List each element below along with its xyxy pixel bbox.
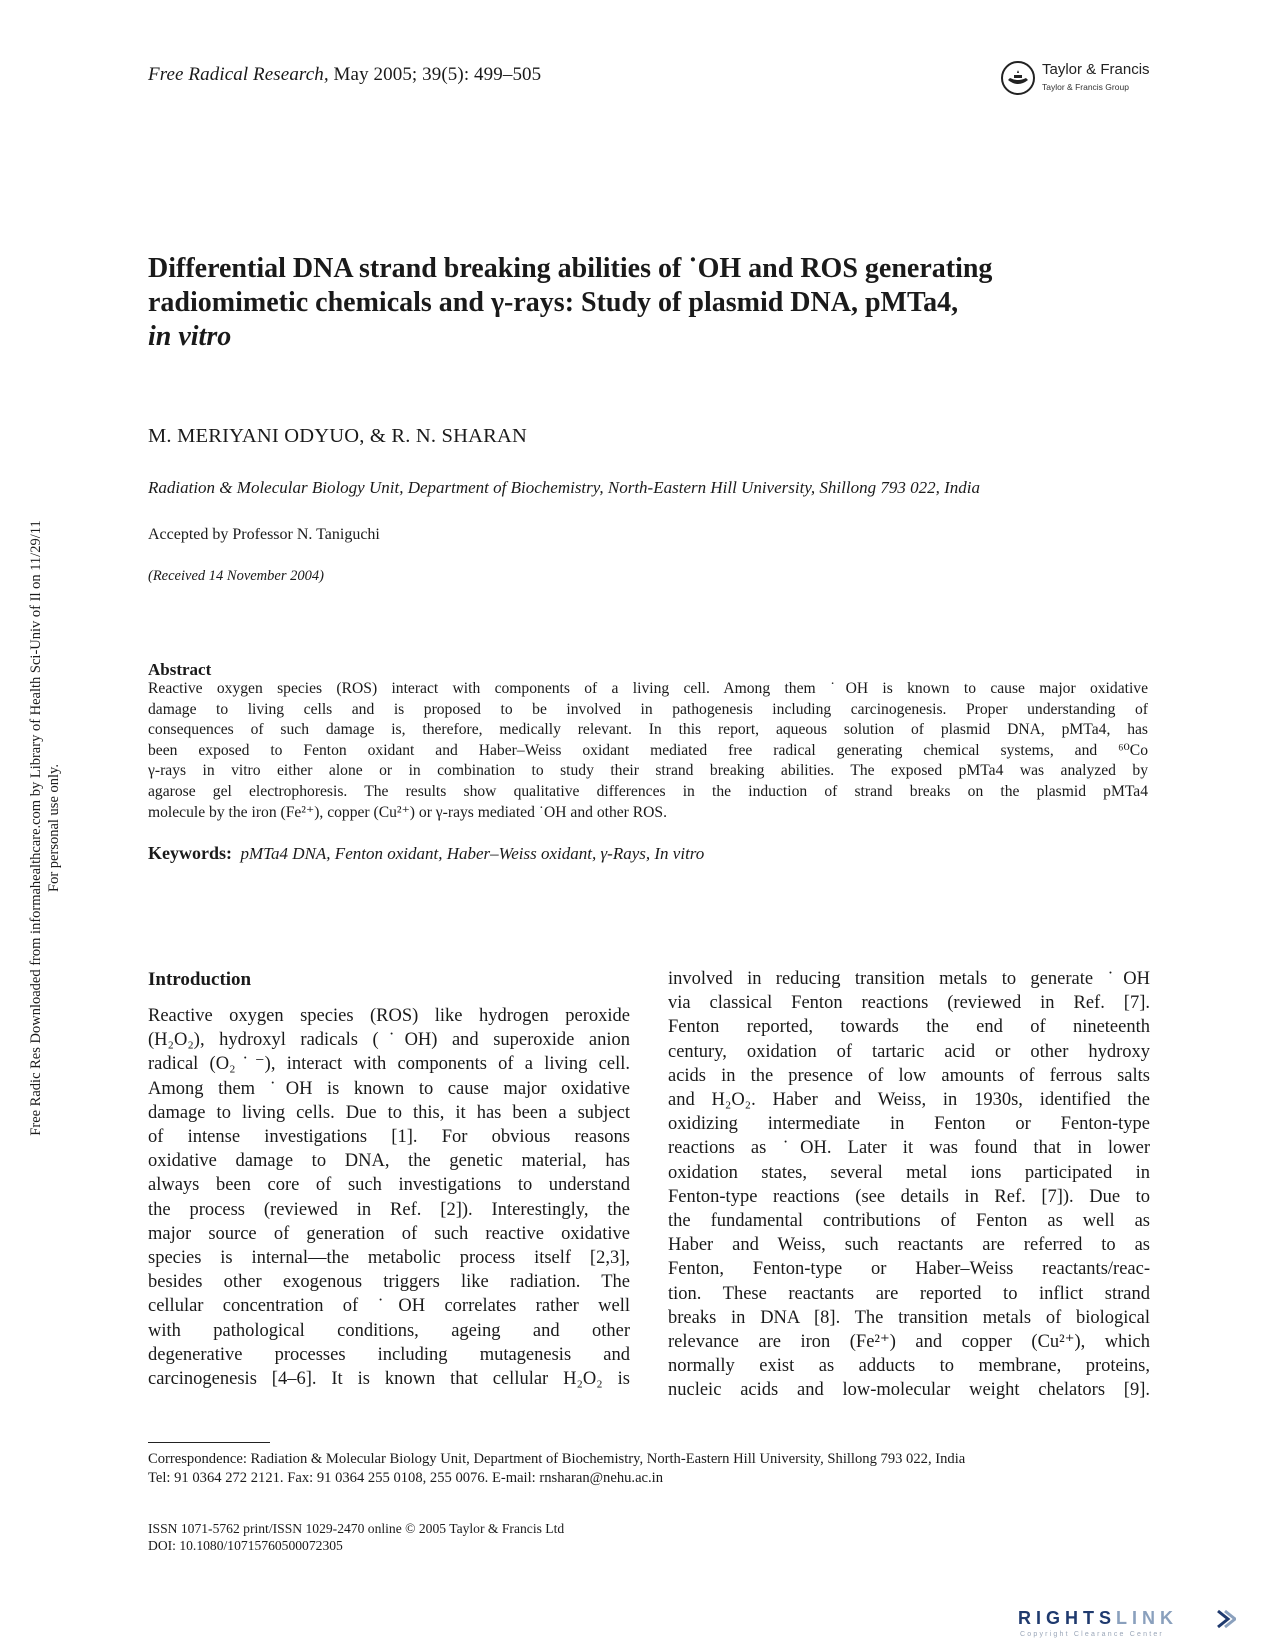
abstract-line: molecule by the iron (Fe²⁺), copper (Cu²⁺) or γ-rays mediated ˙OH and other ROS.	[148, 803, 668, 821]
keywords-label: Keywords:	[148, 843, 232, 863]
issn-line: ISSN 1071-5762 print/ISSN 1029-2470 online © 2005 Taylor & Francis Ltd	[148, 1521, 565, 1536]
download-note: Free Radic Res Downloaded from informahealthcare.com by Library of Health Sci-Univ of Il on 11/29/11	[28, 520, 44, 1136]
abstract-line: Reactive oxygen species (ROS) interact with components of a living cell. Among them ˙OH is known to cause major oxidative	[148, 680, 1148, 697]
body-line: with pathological conditions, ageing and other	[148, 1320, 630, 1341]
title-line: Differential DNA strand breaking abilities of ˙OH and ROS generating	[148, 253, 993, 284]
body-line: reactions as ˙OH. Later it was found that in lower	[668, 1138, 1150, 1159]
body-line: the process (reviewed in Ref. [2]). Interestingly, the	[148, 1199, 630, 1220]
body-line: major source of generation of such reactive oxidative	[148, 1223, 630, 1244]
taylor-francis-lamp-icon	[1000, 60, 1036, 96]
doi-line: DOI: 10.1080/10715760500072305	[148, 1538, 343, 1553]
body-line: species is internal—the metabolic process itself [2,3],	[148, 1248, 630, 1269]
body-line: oxidation states, several metal ions participated in	[668, 1162, 1150, 1183]
body-line: cellular concentration of ˙OH correlates rather well	[148, 1296, 630, 1317]
body-line: and H₂O₂. Haber and Weiss, in 1930s, identified the	[668, 1090, 1150, 1111]
accepted-by: Accepted by Professor N. Taniguchi	[148, 526, 380, 543]
body-line: of intense investigations [1]. For obvious reasons	[148, 1127, 630, 1148]
body-line: the fundamental contributions of Fenton as well as	[668, 1211, 1150, 1232]
title-line: radiomimetic chemicals and γ-rays: Study of plasmid DNA, pMTa4,	[148, 287, 959, 318]
body-line: oxidative damage to DNA, the genetic material, has	[148, 1151, 630, 1172]
keywords	[148, 843, 704, 864]
journal-issue: May 2005; 39(5): 499–505	[328, 64, 542, 85]
publisher-group: Taylor & Francis Group	[1042, 82, 1129, 92]
keywords-list: pMTa4 DNA, Fenton oxidant, Haber–Weiss oxidant, γ-Rays, In vitro	[240, 844, 705, 863]
abstract-heading: Abstract	[148, 660, 212, 679]
body-line: degenerative processes including mutagenesis and	[148, 1344, 630, 1365]
article-title	[148, 252, 1158, 354]
body-line: involved in reducing transition metals to generate ˙OH	[668, 969, 1150, 989]
abstract-body	[148, 679, 1148, 823]
body-line: Reactive oxygen species (ROS) like hydrogen peroxide	[148, 1006, 630, 1026]
journal-citation	[148, 64, 541, 86]
correspondence-contact: Tel: 91 0364 272 2121. Fax: 91 0364 255 0108, 255 0076. E-mail: rnsharan@nehu.ac.in	[148, 1469, 664, 1486]
body-line: carcinogenesis [4–6]. It is known that cellular H₂O₂ is	[148, 1369, 630, 1390]
body-line: Fenton, Fenton-type or Haber–Weiss reactants/reac-	[668, 1259, 1150, 1280]
rightslink-logo[interactable]	[1018, 1608, 1248, 1644]
publisher-logo[interactable]	[1000, 60, 1170, 96]
body-line: damage to living cells. Due to this, it has been a subject	[148, 1102, 630, 1123]
abstract-line: agarose gel electrophoresis. The results show qualitative differences in the induction of strand breaks on the plasmid pMTa4	[148, 782, 1148, 800]
abstract-line: been exposed to Fenton oxidant and Haber–Weiss oxidant mediated free radical generating chemical systems, and ⁶⁰Co	[148, 741, 1148, 759]
body-line: Among them ˙OH is known to cause major oxidative	[148, 1078, 630, 1099]
personal-use-note: For personal use only.	[45, 764, 62, 892]
abstract-line: γ-rays in vitro either alone or in combination to study their strand breaking abilities. The exposed pMTa4 was analyzed by	[148, 762, 1148, 780]
publisher-name: Taylor & Francis	[1042, 61, 1150, 78]
received-date: (Received 14 November 2004)	[148, 568, 324, 584]
body-line: (H₂O₂), hydroxyl radicals (˙OH) and superoxide anion	[148, 1030, 630, 1051]
body-line: besides other exogenous triggers like radiation. The	[148, 1272, 630, 1293]
body-line: Fenton-type reactions (see details in Ref. [7]). Due to	[668, 1186, 1150, 1207]
body-line: always been core of such investigations to understand	[148, 1175, 630, 1196]
body-line: radical (O₂˙⁻), interact with components of a living cell.	[148, 1054, 630, 1075]
abstract-line: damage to living cells and is proposed to be involved in pathogenesis including carcinogenesis. Proper understanding of	[148, 700, 1148, 718]
body-line: nucleic acids and low-molecular weight chelators [9].	[668, 1380, 1150, 1401]
body-line: century, oxidation of tartaric acid or other hydroxy	[668, 1041, 1150, 1062]
body-line: normally exist as adducts to membrane, proteins,	[668, 1356, 1150, 1377]
body-line: breaks in DNA [8]. The transition metals of biological	[668, 1307, 1150, 1328]
body-line: via classical Fenton reactions (reviewed in Ref. [7].	[668, 993, 1150, 1014]
introduction-heading: Introduction	[148, 969, 252, 990]
affiliation: Radiation & Molecular Biology Unit, Department of Biochemistry, North-Eastern Hill University, Shillong 793 022, India	[148, 478, 980, 497]
body-line: tion. These reactants are reported to inflict strand	[668, 1283, 1150, 1304]
body-line: acids in the presence of low amounts of ferrous salts	[668, 1065, 1150, 1086]
rightslink-part2: LINK	[1116, 1608, 1179, 1628]
intro-right-column	[668, 967, 1150, 1403]
journal-name: Free Radical Research,	[148, 64, 329, 85]
rightslink-chevron-icon	[1214, 1608, 1236, 1630]
body-line: oxidizing intermediate in Fenton or Fenton-type	[668, 1114, 1150, 1135]
body-line: Haber and Weiss, such reactants are referred to as	[668, 1235, 1150, 1256]
rightslink-part1: RIGHTS	[1018, 1608, 1117, 1628]
footnote-divider	[148, 1442, 270, 1443]
abstract-line: consequences of such damage is, therefore, medically relevant. In this report, aqueous solution of plasmid DNA, pMTa4, has	[148, 721, 1148, 739]
intro-left-column	[148, 1004, 630, 1391]
body-line: Fenton reported, towards the end of nineteenth	[668, 1017, 1150, 1038]
title-line: in vitro	[148, 321, 232, 352]
authors: M. MERIYANI ODYUO, & R. N. SHARAN	[148, 425, 528, 447]
correspondence-line: Correspondence: Radiation & Molecular Biology Unit, Department of Biochemistry, North-Eastern Hill University, Shillong 793 022, India	[148, 1451, 966, 1467]
correspondence-note	[148, 1450, 965, 1487]
body-line: relevance are iron (Fe²⁺) and copper (Cu²⁺), which	[668, 1332, 1150, 1353]
rightslink-subtitle: Copyright Clearance Center	[1020, 1631, 1164, 1638]
issn-doi	[148, 1520, 564, 1554]
